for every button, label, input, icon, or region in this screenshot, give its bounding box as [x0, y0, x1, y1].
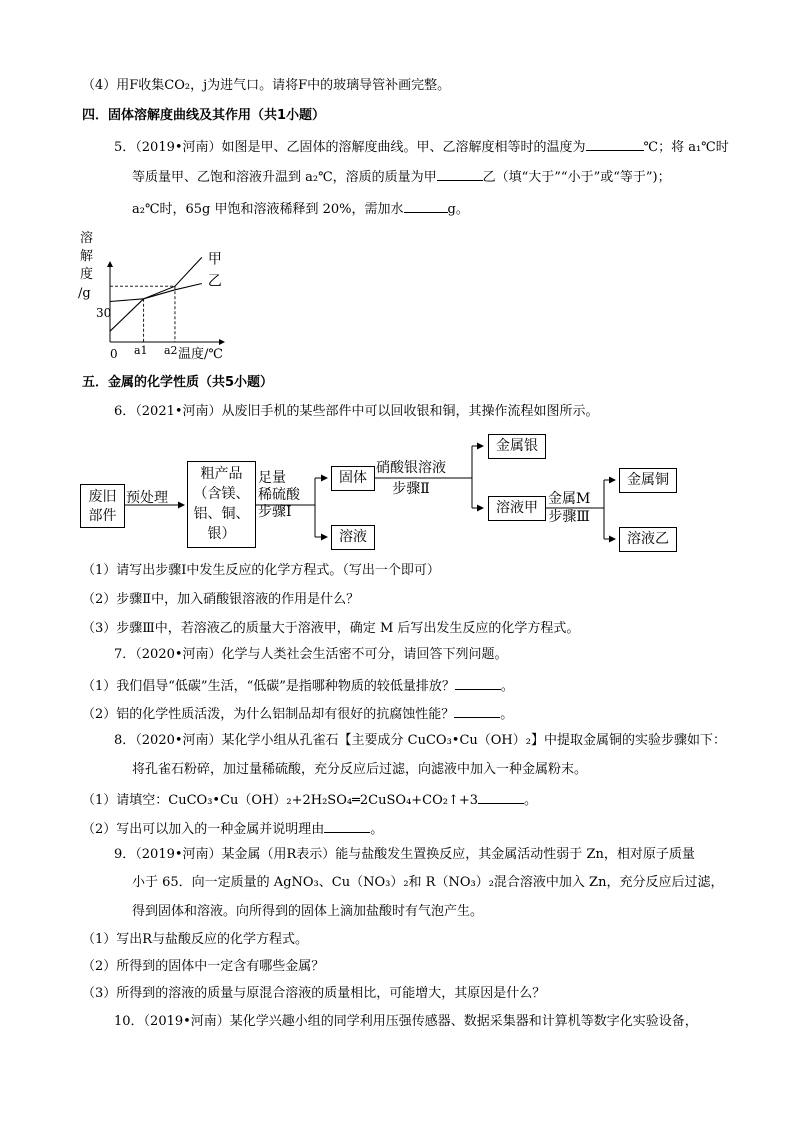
label-step3: [548, 490, 590, 526]
chart-ytick-30: 30: [96, 306, 112, 320]
q9-s2: （2）所得到的固体中一定含有哪些金属？: [82, 959, 325, 974]
waste-l2: 部件: [88, 508, 117, 524]
q9-s1: （1）写出R与盐酸反应的化学方程式。: [82, 932, 309, 947]
q9-intro: 9．（2019•河南）某金属（用R表示）能与盐酸发生置换反应，其金属活动性弱于 Zn，相对原子质量: [114, 847, 695, 862]
crude-l4: 银）: [207, 526, 236, 542]
q8-intro2: 将孔雀石粉碎，加过量稀硫酸，充分反应后过滤，向滤液中加入一种金属粉末。: [132, 762, 588, 777]
series-label-1: 乙: [207, 273, 222, 290]
q5-l1a: 5．（2019•河南）如图是甲、乙固体的溶解度曲线。甲、乙溶解度相等时的温度为: [114, 140, 586, 155]
label-pretreat: 预处理: [126, 490, 168, 506]
q4-text: （4）用F收集CO₂，j为进气口。请将F中的玻璃导管补画完整。: [82, 78, 451, 93]
q6-s2: （2）步骤Ⅱ中，加入硝酸银溶液的作用是什么？: [82, 592, 360, 607]
q5-l2b: 乙（填“大于”“小于”或“等于”)；: [482, 170, 671, 185]
q7-blank-2[interactable]: [454, 703, 500, 718]
label-step1: [258, 470, 300, 521]
crude-l2: （含镁、: [193, 486, 250, 502]
label-step2: [376, 459, 446, 498]
q8-intro: 8．（2020•河南）某化学小组从孔雀石【主要成分 CuCO₃•Cu（OH）₂】中提取金属铜的实验步骤如下：: [114, 733, 726, 748]
q6-intro: 6．（2021•河南）从废旧手机的某些部件中可以回收银和铜，其操作流程如图所示。: [114, 404, 599, 419]
box-copper: 金属铜: [619, 468, 677, 493]
q5-blank-1[interactable]: [586, 136, 644, 151]
metalm-l2: 步骤Ⅲ: [548, 509, 590, 525]
q5-l3a: a₂℃时，65g 甲饱和溶液稀释到 20%，需加水: [132, 202, 404, 217]
q8-blank-1[interactable]: [478, 789, 524, 804]
box-solid: 固体: [331, 466, 375, 491]
q5-line3: [132, 198, 469, 220]
q8-s2: （2）写出可以加入的一种金属并说明理由: [82, 822, 325, 837]
q8-blank-2[interactable]: [324, 818, 370, 833]
crude-l1: 粗产品: [200, 466, 243, 482]
q9-intro3: 得到固体和溶液。向所得到的固体上滴加盐酸时有气泡产生。: [132, 904, 484, 919]
q5-l1b: ℃；将 a₁℃时: [643, 140, 729, 155]
agno3-l2: 步骤Ⅱ: [392, 481, 430, 497]
section5-title: 五．金属的化学性质（共5小题）: [82, 375, 274, 390]
box-solution: 溶液: [331, 525, 375, 550]
q7-s2-line: （2）铝的化学性质活泼，为什么铝制品却有很好的抗腐蚀性能？ 。: [82, 703, 513, 725]
chart-xtick-a1: a1: [134, 344, 148, 357]
chart-ylabel-1: 解: [80, 249, 94, 264]
q7-s1: （1）我们倡导“低碳”生活，“低碳”是指哪种物质的较低量排放？: [82, 679, 455, 694]
acid-l2: 稀硫酸: [258, 487, 300, 503]
solubility-chart: [74, 226, 244, 366]
chart-ylabel-0: 溶: [80, 231, 94, 246]
waste-l1: 废旧: [88, 489, 117, 505]
box-waste-parts: [80, 484, 125, 528]
box-solution-b: 溶液乙: [619, 527, 677, 552]
q10-intro: 10．（2019•河南）某化学兴趣小组的同学利用压强传感器、数据采集器和计算机等数字化实验设备，: [114, 1014, 698, 1029]
chart-xtick-0: 0: [110, 347, 118, 361]
crude-l3: 铝、铜、: [193, 506, 250, 522]
series-line-0: [110, 257, 202, 331]
q7-intro: 7．（2020•河南）化学与人类社会生活密不可分，请回答下列问题。: [114, 647, 508, 662]
acid-l1: 足量: [258, 470, 286, 486]
q6-s3: （3）步骤Ⅲ中，若溶液乙的质量大于溶液甲，确定 M 后写出发生反应的化学方程式。: [82, 621, 580, 636]
chart-xlabel: 温度/℃: [178, 347, 223, 362]
q9-s3: （3）所得到的溶液的质量与原混合溶液的质量相比，可能增大，其原因是什么？: [82, 986, 546, 1001]
q5-l3b: g。: [447, 202, 469, 217]
q5-blank-3[interactable]: [404, 198, 448, 213]
box-silver: 金属银: [488, 434, 546, 459]
q5-line2: [132, 166, 671, 188]
acid-l3: 步骤Ⅰ: [258, 504, 292, 520]
q5-l2a: 等质量甲、乙饱和溶液升温到 a₂℃，溶质的质量为甲: [132, 170, 437, 185]
metalm-l1: 金属M: [548, 491, 591, 507]
chart-ylabel-3: /g: [78, 286, 91, 301]
box-solution-a: 溶液甲: [488, 496, 546, 521]
q7-s2: （2）铝的化学性质活泼，为什么铝制品却有很好的抗腐蚀性能？: [82, 707, 455, 722]
q7-s1-line: （1）我们倡导“低碳”生活，“低碳”是指哪种物质的较低量排放？ 。: [82, 675, 514, 697]
agno3-l1: 硝酸银溶液: [376, 460, 446, 476]
q8-s1: （1）请填空：CuCO₃•Cu（OH）₂+2H₂SO₄═2CuSO₄+CO₂↑+3: [82, 793, 479, 808]
chart-ylabel-2: 度: [80, 267, 94, 282]
q9-intro2: 小于 65．向一定质量的 AgNO₃、Cu（NO₃）₂和 R（NO₃）₂混合溶液中加入 Zn，充分反应后过滤，: [132, 875, 724, 890]
section4-title: 四．固体溶解度曲线及其作用（共1小题）: [82, 108, 326, 123]
chart-xtick-a2: a2: [164, 344, 178, 357]
q5-line1: [114, 136, 729, 158]
box-crude-product: [187, 461, 256, 548]
q5-blank-2[interactable]: [437, 166, 483, 181]
q8-s2-line: （2）写出可以加入的一种金属并说明理由 。: [82, 818, 383, 840]
q6-s1: （1）请写出步骤Ⅰ中发生反应的化学方程式。（写出一个即可）: [82, 563, 440, 578]
q7-blank-1[interactable]: [455, 675, 501, 690]
q8-s1-line: （1）请填空：CuCO₃•Cu（OH）₂+2H₂SO₄═2CuSO₄+CO₂↑+3 。: [82, 789, 537, 811]
series-label-0: 甲: [207, 251, 222, 268]
